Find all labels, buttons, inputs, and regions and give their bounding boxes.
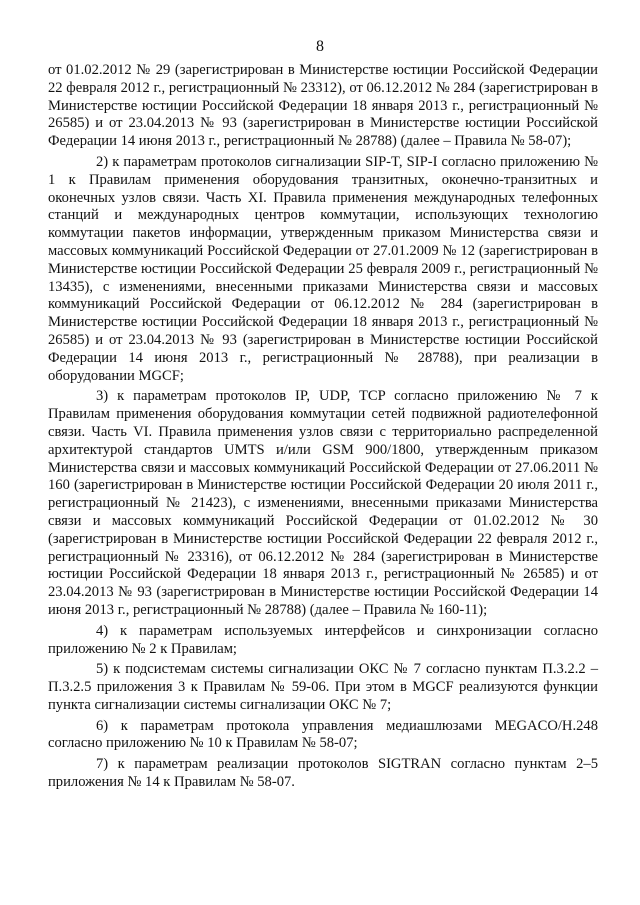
paragraph-item-5: 5) к подсистемам системы сигнализации ОКС № 7 согласно пунктам П.3.2.2 – П.3.2.5 приложения 3 к Правилам № 59-06. При этом в MGCF реализуются функции пункта сигнализации системы сигнализации ОКС № 7; bbox=[48, 661, 598, 713]
page-number: 8 bbox=[316, 38, 324, 55]
paragraph-item-3: 3) к параметрам протоколов IP, UDP, TCP согласно приложению № 7 к Правилам применения оборудования коммутации сетей подвижной радиотелефонной связи. Часть VI. Правила применения узлов связи с территориально распределенной архитектурой стандартов UMTS и/или GSM 900/1800, утвержденным приказом Министерства связи и массовых коммуникаций Российской Федерации от 27.06.2011 № 160 (зарегистрирован в Министерстве юстиции Российской Федерации 20 июля 2011 г., регистрационный № 21423), с изменениями, внесенными приказами Министерства связи и массовых коммуникаций Российской Федерации от 01.02.2012 № 30 (зарегистрирован в Министерстве юстиции Российской Федерации 22 февраля 2012 г., регистрационный № 23316), от 06.12.2012 № 284 (зарегистрирован в Министерстве юстиции Российской Федерации 18 января 2013 г., регистрационный № 26585) и от 23.04.2013 № 93 (зарегистрирован в Министерстве юстиции Российской Федерации 14 июня 2013 г., регистрационный № 28788) (далее – Правила № 160-11); bbox=[48, 388, 598, 618]
paragraph-item-2: 2) к параметрам протоколов сигнализации SIP-T, SIP-I согласно приложению № 1 к Правилам применения оборудования транзитных, оконечно-транзитных и оконечных узлов связи. Часть XI. Правила применения международных телефонных станций и международных центров коммутации, использующих технологию коммутации пакетов информации, утвержденным приказом Министерства связи и массовых коммуникаций Российской Федерации от 27.01.2009 № 12 (зарегистрирован в Министерстве юстиции Российской Федерации 25 февраля 2009 г., регистрационный № 13435), с изменениями, внесенными приказами Министерства связи и массовых коммуникаций Российской Федерации от 06.12.2012 № 284 (зарегистрирован в Министерстве юстиции Российской Федерации 18 января 2013 г., регистрационный № 26585) и от 23.04.2013 № 93 (зарегистрирован в Министерстве юстиции Российской Федерации 14 июня 2013 г., регистрационный № 28788), при реализации в оборудовании MGCF; bbox=[48, 153, 598, 384]
document-body bbox=[48, 62, 598, 792]
paragraph-item-4: 4) к параметрам используемых интерфейсов и синхронизации согласно приложению № 2 к Правилам; bbox=[48, 622, 598, 657]
paragraph-continuation: от 01.02.2012 № 29 (зарегистрирован в Министерстве юстиции Российской Федерации 22 февраля 2012 г., регистрационный № 23312), от 06.12.2012 № 284 (зарегистрирован в Министерстве юстиции Российской Федерации 18 января 2013 г., регистрационный № 26585) и от 23.04.2013 № 93 (зарегистрирован в Министерстве юстиции Российской Федерации 14 июня 2013 г., регистрационный № 28788) (далее – Правила № 58-07); bbox=[48, 62, 598, 150]
paragraph-item-6: 6) к параметрам протокола управления медиашлюзами MEGACO/H.248 согласно приложению № 10 к Правилам № 58-07; bbox=[48, 717, 598, 752]
paragraph-item-7: 7) к параметрам реализации протоколов SIGTRAN согласно пунктам 2–5 приложения № 14 к Правилам № 58-07. bbox=[48, 756, 598, 791]
